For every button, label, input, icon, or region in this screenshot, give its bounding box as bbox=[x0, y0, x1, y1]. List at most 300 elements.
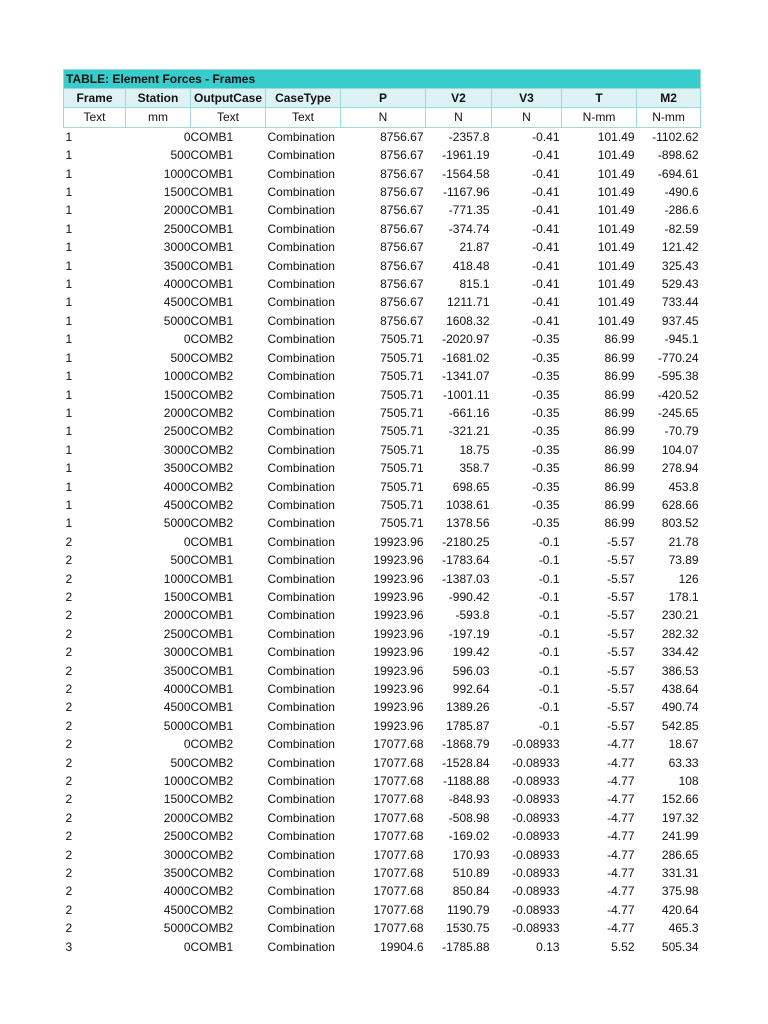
station-cell[interactable]: 2000 bbox=[163, 405, 191, 420]
output-case-cell[interactable]: COMB1 bbox=[190, 295, 234, 310]
m2-cell[interactable]: 937.45 bbox=[661, 313, 699, 328]
output-case-cell[interactable]: COMB2 bbox=[190, 902, 234, 917]
t-cell[interactable]: 101.49 bbox=[597, 240, 635, 255]
p-cell[interactable]: 19923.96 bbox=[373, 608, 424, 623]
m2-cell[interactable]: 286.65 bbox=[661, 847, 699, 862]
output-case-cell[interactable]: COMB1 bbox=[190, 166, 234, 181]
output-case-cell[interactable]: COMB2 bbox=[190, 461, 234, 476]
case-type-cell[interactable]: Combination bbox=[267, 847, 335, 862]
t-cell[interactable]: 101.49 bbox=[597, 258, 635, 273]
p-cell[interactable]: 19923.96 bbox=[373, 663, 424, 678]
m2-cell[interactable]: -770.24 bbox=[657, 350, 699, 365]
frame-cell[interactable]: 1 bbox=[65, 442, 73, 457]
p-cell[interactable]: 7505.71 bbox=[380, 424, 424, 439]
case-type-cell[interactable]: Combination bbox=[267, 884, 335, 899]
unit-case-type[interactable]: Text bbox=[266, 108, 341, 127]
unit-m2[interactable]: N-mm bbox=[637, 108, 701, 127]
frame-cell[interactable]: 1 bbox=[65, 166, 73, 181]
station-cell[interactable]: 1500 bbox=[163, 589, 191, 604]
v2-cell[interactable]: -321.21 bbox=[448, 424, 490, 439]
t-cell[interactable]: -5.57 bbox=[607, 626, 635, 641]
case-type-cell[interactable]: Combination bbox=[267, 240, 335, 255]
v2-cell[interactable]: -1188.88 bbox=[443, 774, 490, 789]
station-cell[interactable]: 2500 bbox=[163, 221, 191, 236]
case-type-cell[interactable]: Combination bbox=[267, 350, 335, 365]
station-cell[interactable]: 3500 bbox=[163, 866, 191, 881]
p-cell[interactable]: 8756.67 bbox=[380, 277, 424, 292]
p-cell[interactable]: 19904.6 bbox=[380, 939, 424, 954]
p-cell[interactable]: 8756.67 bbox=[380, 203, 424, 218]
frame-cell[interactable]: 1 bbox=[65, 240, 73, 255]
m2-cell[interactable]: 241.99 bbox=[661, 829, 699, 844]
v3-cell[interactable]: -0.35 bbox=[532, 350, 560, 365]
m2-cell[interactable]: -286.6 bbox=[664, 203, 699, 218]
output-case-cell[interactable]: COMB2 bbox=[190, 405, 234, 420]
p-cell[interactable]: 17077.68 bbox=[373, 792, 424, 807]
frame-cell[interactable]: 1 bbox=[65, 221, 73, 236]
m2-cell[interactable]: -595.38 bbox=[657, 369, 699, 384]
frame-cell[interactable]: 2 bbox=[65, 534, 73, 549]
station-cell[interactable]: 2500 bbox=[163, 829, 191, 844]
case-type-cell[interactable]: Combination bbox=[267, 700, 335, 715]
output-case-cell[interactable]: COMB2 bbox=[190, 810, 234, 825]
output-case-cell[interactable]: COMB2 bbox=[190, 737, 234, 752]
v3-cell[interactable]: -0.35 bbox=[532, 424, 560, 439]
v2-cell[interactable]: 992.64 bbox=[452, 682, 490, 696]
v3-cell[interactable]: -0.35 bbox=[532, 442, 560, 457]
v3-cell[interactable]: -0.41 bbox=[532, 313, 560, 328]
station-cell[interactable]: 500 bbox=[170, 553, 191, 568]
case-type-cell[interactable]: Combination bbox=[267, 461, 335, 476]
p-cell[interactable]: 7505.71 bbox=[380, 516, 424, 531]
station-cell[interactable]: 0 bbox=[183, 534, 191, 549]
unit-frame[interactable]: Text bbox=[64, 108, 126, 127]
unit-station[interactable]: mm bbox=[126, 108, 191, 127]
p-cell[interactable]: 8756.67 bbox=[380, 295, 424, 310]
m2-cell[interactable]: -1102.62 bbox=[652, 129, 699, 144]
v2-cell[interactable]: 850.84 bbox=[452, 884, 490, 899]
table-title[interactable]: TABLE: Element Forces - Frames bbox=[64, 70, 701, 89]
v2-cell[interactable]: -2180.25 bbox=[442, 534, 490, 549]
p-cell[interactable]: 17077.68 bbox=[373, 810, 424, 825]
p-cell[interactable]: 8756.67 bbox=[380, 313, 424, 328]
t-cell[interactable]: -5.57 bbox=[607, 700, 635, 715]
station-cell[interactable]: 2000 bbox=[163, 608, 191, 623]
output-case-cell[interactable]: COMB2 bbox=[190, 442, 234, 457]
case-type-cell[interactable]: Combination bbox=[267, 332, 335, 347]
v2-cell[interactable]: 815.1 bbox=[459, 277, 490, 292]
p-cell[interactable]: 17077.68 bbox=[373, 921, 424, 936]
output-case-cell[interactable]: COMB1 bbox=[190, 939, 234, 954]
v3-cell[interactable]: -0.41 bbox=[532, 166, 560, 181]
case-type-cell[interactable]: Combination bbox=[267, 939, 335, 954]
p-cell[interactable]: 7505.71 bbox=[380, 479, 424, 494]
v3-cell[interactable]: -0.1 bbox=[538, 589, 560, 604]
output-case-cell[interactable]: COMB2 bbox=[190, 424, 234, 439]
case-type-cell[interactable]: Combination bbox=[267, 792, 335, 807]
t-cell[interactable]: 86.99 bbox=[604, 442, 635, 457]
p-cell[interactable]: 7505.71 bbox=[380, 461, 424, 476]
station-cell[interactable]: 3000 bbox=[163, 847, 191, 862]
output-case-cell[interactable]: COMB1 bbox=[190, 553, 234, 568]
output-case-cell[interactable]: COMB2 bbox=[190, 497, 234, 512]
t-cell[interactable]: -4.77 bbox=[607, 921, 635, 936]
case-type-cell[interactable]: Combination bbox=[267, 755, 335, 770]
p-cell[interactable]: 17077.68 bbox=[373, 737, 424, 752]
v3-cell[interactable]: -0.41 bbox=[532, 221, 560, 236]
frame-cell[interactable]: 2 bbox=[65, 553, 73, 568]
v2-cell[interactable]: -1528.84 bbox=[442, 755, 490, 770]
header-m2[interactable]: M2 bbox=[637, 89, 701, 108]
v3-cell[interactable]: -0.41 bbox=[532, 277, 560, 292]
v3-cell[interactable]: -0.41 bbox=[532, 185, 560, 200]
case-type-cell[interactable]: Combination bbox=[267, 479, 335, 494]
unit-output-case[interactable]: Text bbox=[191, 108, 266, 127]
v2-cell[interactable]: 170.93 bbox=[452, 847, 490, 862]
p-cell[interactable]: 7505.71 bbox=[380, 369, 424, 384]
t-cell[interactable]: -4.77 bbox=[607, 737, 635, 752]
output-case-cell[interactable]: COMB1 bbox=[190, 313, 234, 328]
station-cell[interactable]: 5000 bbox=[163, 921, 191, 936]
frame-cell[interactable]: 2 bbox=[65, 902, 73, 917]
m2-cell[interactable]: 490.74 bbox=[661, 700, 699, 715]
v3-cell[interactable]: -0.35 bbox=[532, 332, 560, 347]
p-cell[interactable]: 17077.68 bbox=[373, 884, 424, 899]
frame-cell[interactable]: 1 bbox=[65, 369, 73, 384]
frame-cell[interactable]: 2 bbox=[65, 663, 73, 678]
m2-cell[interactable]: 325.43 bbox=[661, 258, 699, 273]
v2-cell[interactable]: 698.65 bbox=[452, 479, 490, 494]
p-cell[interactable]: 17077.68 bbox=[373, 829, 424, 844]
v2-cell[interactable]: -593.8 bbox=[455, 608, 490, 623]
t-cell[interactable]: -4.77 bbox=[607, 902, 635, 917]
p-cell[interactable]: 19923.96 bbox=[373, 553, 424, 568]
station-cell[interactable]: 1000 bbox=[163, 571, 191, 586]
m2-cell[interactable]: -945.1 bbox=[664, 332, 699, 347]
p-cell[interactable]: 17077.68 bbox=[373, 866, 424, 881]
m2-cell[interactable]: 21.78 bbox=[668, 534, 699, 549]
v3-cell[interactable]: -0.35 bbox=[532, 405, 560, 420]
v3-cell[interactable]: 0.13 bbox=[536, 939, 560, 954]
p-cell[interactable]: 19923.96 bbox=[373, 700, 424, 715]
frame-cell[interactable]: 2 bbox=[65, 810, 73, 825]
p-cell[interactable]: 19923.96 bbox=[373, 718, 424, 733]
t-cell[interactable]: -4.77 bbox=[607, 810, 635, 825]
case-type-cell[interactable]: Combination bbox=[267, 682, 335, 696]
output-case-cell[interactable]: COMB1 bbox=[190, 718, 234, 733]
output-case-cell[interactable]: COMB1 bbox=[190, 534, 234, 549]
v2-cell[interactable]: -2357.8 bbox=[448, 129, 490, 144]
m2-cell[interactable]: 104.07 bbox=[661, 442, 699, 457]
m2-cell[interactable]: 178.1 bbox=[668, 589, 699, 604]
frame-cell[interactable]: 2 bbox=[65, 737, 73, 752]
output-case-cell[interactable]: COMB2 bbox=[190, 369, 234, 384]
station-cell[interactable]: 1000 bbox=[163, 774, 191, 789]
v2-cell[interactable]: 596.03 bbox=[452, 663, 490, 678]
station-cell[interactable]: 1500 bbox=[163, 792, 191, 807]
v3-cell[interactable]: -0.08933 bbox=[512, 774, 560, 789]
p-cell[interactable]: 7505.71 bbox=[380, 350, 424, 365]
m2-cell[interactable]: 230.21 bbox=[661, 608, 699, 623]
v3-cell[interactable]: -0.41 bbox=[532, 258, 560, 273]
v2-cell[interactable]: -169.02 bbox=[448, 829, 490, 844]
t-cell[interactable]: 86.99 bbox=[604, 350, 635, 365]
case-type-cell[interactable]: Combination bbox=[267, 608, 335, 623]
t-cell[interactable]: 101.49 bbox=[597, 166, 635, 181]
v2-cell[interactable]: 1038.61 bbox=[446, 497, 490, 512]
case-type-cell[interactable]: Combination bbox=[267, 810, 335, 825]
m2-cell[interactable]: 529.43 bbox=[661, 277, 699, 292]
p-cell[interactable]: 8756.67 bbox=[380, 185, 424, 200]
t-cell[interactable]: 86.99 bbox=[604, 387, 635, 402]
station-cell[interactable]: 4500 bbox=[163, 902, 191, 917]
v3-cell[interactable]: -0.08933 bbox=[512, 755, 560, 770]
v3-cell[interactable]: -0.08933 bbox=[512, 737, 560, 752]
output-case-cell[interactable]: COMB1 bbox=[190, 203, 234, 218]
m2-cell[interactable]: 63.33 bbox=[668, 755, 699, 770]
v2-cell[interactable]: -1681.02 bbox=[442, 350, 490, 365]
output-case-cell[interactable]: COMB1 bbox=[190, 129, 234, 144]
station-cell[interactable]: 2500 bbox=[163, 424, 191, 439]
output-case-cell[interactable]: COMB1 bbox=[190, 148, 234, 163]
m2-cell[interactable]: 803.52 bbox=[661, 516, 699, 531]
v2-cell[interactable]: -197.19 bbox=[448, 626, 490, 641]
case-type-cell[interactable]: Combination bbox=[267, 185, 335, 200]
v2-cell[interactable]: 21.87 bbox=[459, 240, 490, 255]
frame-cell[interactable]: 2 bbox=[65, 626, 73, 641]
v3-cell[interactable]: -0.08933 bbox=[512, 847, 560, 862]
station-cell[interactable]: 2500 bbox=[163, 626, 191, 641]
v2-cell[interactable]: 18.75 bbox=[459, 442, 490, 457]
v3-cell[interactable]: -0.1 bbox=[538, 663, 560, 678]
m2-cell[interactable]: 121.42 bbox=[661, 240, 699, 255]
output-case-cell[interactable]: COMB2 bbox=[190, 332, 234, 347]
output-case-cell[interactable]: COMB1 bbox=[190, 682, 234, 696]
v3-cell[interactable]: -0.41 bbox=[532, 129, 560, 144]
frame-cell[interactable]: 2 bbox=[65, 921, 73, 936]
v3-cell[interactable]: -0.1 bbox=[538, 571, 560, 586]
output-case-cell[interactable]: COMB1 bbox=[190, 571, 234, 586]
frame-cell[interactable]: 1 bbox=[65, 185, 73, 200]
output-case-cell[interactable]: COMB2 bbox=[190, 755, 234, 770]
case-type-cell[interactable]: Combination bbox=[267, 313, 335, 328]
station-cell[interactable]: 4000 bbox=[163, 682, 191, 696]
v3-cell[interactable]: -0.08933 bbox=[512, 902, 560, 917]
t-cell[interactable]: 101.49 bbox=[597, 313, 635, 328]
t-cell[interactable]: -5.57 bbox=[607, 589, 635, 604]
m2-cell[interactable]: 453.8 bbox=[668, 479, 699, 494]
v2-cell[interactable]: 358.7 bbox=[459, 461, 490, 476]
v2-cell[interactable]: -848.93 bbox=[448, 792, 490, 807]
station-cell[interactable]: 4500 bbox=[163, 700, 191, 715]
v2-cell[interactable]: -374.74 bbox=[448, 221, 490, 236]
t-cell[interactable]: 101.49 bbox=[597, 295, 635, 310]
m2-cell[interactable]: 386.53 bbox=[661, 663, 699, 678]
v3-cell[interactable]: -0.1 bbox=[538, 645, 560, 660]
m2-cell[interactable]: 197.32 bbox=[661, 810, 699, 825]
output-case-cell[interactable]: COMB2 bbox=[190, 774, 234, 789]
v3-cell[interactable]: -0.41 bbox=[532, 148, 560, 163]
unit-v3[interactable]: N bbox=[492, 108, 562, 127]
m2-cell[interactable]: -694.61 bbox=[657, 166, 699, 181]
frame-cell[interactable]: 1 bbox=[65, 461, 73, 476]
frame-cell[interactable]: 2 bbox=[65, 589, 73, 604]
frame-cell[interactable]: 2 bbox=[65, 884, 73, 899]
station-cell[interactable]: 500 bbox=[170, 755, 191, 770]
frame-cell[interactable]: 1 bbox=[65, 258, 73, 273]
t-cell[interactable]: 86.99 bbox=[604, 479, 635, 494]
header-frame[interactable]: Frame bbox=[64, 89, 126, 108]
output-case-cell[interactable]: COMB2 bbox=[190, 921, 234, 936]
output-case-cell[interactable]: COMB2 bbox=[190, 516, 234, 531]
case-type-cell[interactable]: Combination bbox=[267, 497, 335, 512]
t-cell[interactable]: -4.77 bbox=[607, 847, 635, 862]
frame-cell[interactable]: 1 bbox=[65, 148, 73, 163]
output-case-cell[interactable]: COMB1 bbox=[190, 277, 234, 292]
p-cell[interactable]: 8756.67 bbox=[380, 166, 424, 181]
m2-cell[interactable]: 438.64 bbox=[661, 682, 699, 696]
station-cell[interactable]: 1500 bbox=[163, 387, 191, 402]
v2-cell[interactable]: -1001.11 bbox=[443, 387, 490, 402]
case-type-cell[interactable]: Combination bbox=[267, 442, 335, 457]
t-cell[interactable]: -5.57 bbox=[607, 718, 635, 733]
header-station[interactable]: Station bbox=[126, 89, 191, 108]
unit-v2[interactable]: N bbox=[426, 108, 492, 127]
output-case-cell[interactable]: COMB2 bbox=[190, 847, 234, 862]
frame-cell[interactable]: 1 bbox=[65, 277, 73, 292]
header-v2[interactable]: V2 bbox=[426, 89, 492, 108]
t-cell[interactable]: 101.49 bbox=[597, 221, 635, 236]
v2-cell[interactable]: 1608.32 bbox=[446, 313, 490, 328]
unit-t[interactable]: N-mm bbox=[562, 108, 637, 127]
p-cell[interactable]: 19923.96 bbox=[373, 534, 424, 549]
p-cell[interactable]: 7505.71 bbox=[380, 387, 424, 402]
station-cell[interactable]: 0 bbox=[183, 332, 191, 347]
station-cell[interactable]: 5000 bbox=[163, 516, 191, 531]
v3-cell[interactable]: -0.41 bbox=[532, 240, 560, 255]
case-type-cell[interactable]: Combination bbox=[267, 534, 335, 549]
case-type-cell[interactable]: Combination bbox=[267, 645, 335, 660]
m2-cell[interactable]: -245.65 bbox=[657, 405, 699, 420]
case-type-cell[interactable]: Combination bbox=[267, 663, 335, 678]
station-cell[interactable]: 3500 bbox=[163, 663, 191, 678]
p-cell[interactable]: 7505.71 bbox=[380, 332, 424, 347]
p-cell[interactable]: 17077.68 bbox=[373, 774, 424, 789]
t-cell[interactable]: 86.99 bbox=[604, 424, 635, 439]
station-cell[interactable]: 4000 bbox=[163, 884, 191, 899]
v3-cell[interactable]: -0.1 bbox=[538, 553, 560, 568]
p-cell[interactable]: 8756.67 bbox=[380, 129, 424, 144]
v3-cell[interactable]: -0.1 bbox=[538, 608, 560, 623]
m2-cell[interactable]: -82.59 bbox=[664, 221, 699, 236]
station-cell[interactable]: 1500 bbox=[163, 185, 191, 200]
v2-cell[interactable]: -661.16 bbox=[448, 405, 490, 420]
m2-cell[interactable]: 628.66 bbox=[661, 497, 699, 512]
frame-cell[interactable]: 1 bbox=[65, 405, 73, 420]
t-cell[interactable]: -5.57 bbox=[607, 571, 635, 586]
station-cell[interactable]: 3000 bbox=[163, 645, 191, 660]
t-cell[interactable]: -4.77 bbox=[607, 866, 635, 881]
p-cell[interactable]: 19923.96 bbox=[373, 626, 424, 641]
m2-cell[interactable]: 505.34 bbox=[661, 939, 699, 954]
t-cell[interactable]: -4.77 bbox=[607, 884, 635, 899]
p-cell[interactable]: 7505.71 bbox=[380, 442, 424, 457]
frame-cell[interactable]: 1 bbox=[65, 129, 73, 144]
t-cell[interactable]: 86.99 bbox=[604, 405, 635, 420]
t-cell[interactable]: 101.49 bbox=[597, 185, 635, 200]
case-type-cell[interactable]: Combination bbox=[267, 129, 335, 144]
t-cell[interactable]: 101.49 bbox=[597, 203, 635, 218]
station-cell[interactable]: 3500 bbox=[163, 461, 191, 476]
output-case-cell[interactable]: COMB2 bbox=[190, 792, 234, 807]
station-cell[interactable]: 4500 bbox=[163, 295, 191, 310]
v3-cell[interactable]: -0.08933 bbox=[512, 792, 560, 807]
frame-cell[interactable]: 2 bbox=[65, 774, 73, 789]
case-type-cell[interactable]: Combination bbox=[267, 221, 335, 236]
frame-cell[interactable]: 2 bbox=[65, 829, 73, 844]
output-case-cell[interactable]: COMB1 bbox=[190, 221, 234, 236]
output-case-cell[interactable]: COMB1 bbox=[190, 626, 234, 641]
t-cell[interactable]: 101.49 bbox=[597, 148, 635, 163]
v3-cell[interactable]: -0.1 bbox=[538, 682, 560, 696]
m2-cell[interactable]: 126 bbox=[678, 571, 699, 586]
case-type-cell[interactable]: Combination bbox=[267, 553, 335, 568]
v2-cell[interactable]: 1211.71 bbox=[447, 295, 490, 310]
m2-cell[interactable]: 18.67 bbox=[668, 737, 699, 752]
station-cell[interactable]: 1000 bbox=[163, 369, 191, 384]
output-case-cell[interactable]: COMB1 bbox=[190, 240, 234, 255]
v2-cell[interactable]: 199.42 bbox=[452, 645, 490, 660]
t-cell[interactable]: -4.77 bbox=[607, 774, 635, 789]
frame-cell[interactable]: 1 bbox=[65, 313, 73, 328]
v3-cell[interactable]: -0.08933 bbox=[512, 866, 560, 881]
p-cell[interactable]: 8756.67 bbox=[380, 258, 424, 273]
station-cell[interactable]: 3500 bbox=[163, 258, 191, 273]
t-cell[interactable]: 101.49 bbox=[597, 277, 635, 292]
p-cell[interactable]: 8756.67 bbox=[380, 240, 424, 255]
header-p[interactable]: P bbox=[341, 89, 426, 108]
station-cell[interactable]: 0 bbox=[183, 129, 191, 144]
v3-cell[interactable]: -0.35 bbox=[532, 461, 560, 476]
t-cell[interactable]: 101.49 bbox=[597, 129, 635, 144]
frame-cell[interactable]: 2 bbox=[65, 718, 73, 733]
output-case-cell[interactable]: COMB1 bbox=[190, 608, 234, 623]
m2-cell[interactable]: 278.94 bbox=[661, 461, 699, 476]
output-case-cell[interactable]: COMB1 bbox=[190, 663, 234, 678]
m2-cell[interactable]: 152.66 bbox=[661, 792, 699, 807]
station-cell[interactable]: 5000 bbox=[163, 718, 191, 733]
case-type-cell[interactable]: Combination bbox=[267, 571, 335, 586]
case-type-cell[interactable]: Combination bbox=[267, 774, 335, 789]
v2-cell[interactable]: -771.35 bbox=[448, 203, 490, 218]
v2-cell[interactable]: 418.48 bbox=[452, 258, 490, 273]
m2-cell[interactable]: -70.79 bbox=[664, 424, 699, 439]
frame-cell[interactable]: 2 bbox=[65, 682, 73, 696]
v3-cell[interactable]: -0.08933 bbox=[512, 810, 560, 825]
output-case-cell[interactable]: COMB1 bbox=[190, 589, 234, 604]
v2-cell[interactable]: 1190.79 bbox=[447, 902, 490, 917]
frame-cell[interactable]: 1 bbox=[65, 350, 73, 365]
station-cell[interactable]: 5000 bbox=[163, 313, 191, 328]
m2-cell[interactable]: 542.85 bbox=[661, 718, 699, 733]
m2-cell[interactable]: 420.64 bbox=[661, 902, 699, 917]
t-cell[interactable]: -4.77 bbox=[607, 792, 635, 807]
v3-cell[interactable]: -0.35 bbox=[532, 369, 560, 384]
station-cell[interactable]: 4000 bbox=[163, 277, 191, 292]
case-type-cell[interactable]: Combination bbox=[267, 387, 335, 402]
v2-cell[interactable]: -1868.79 bbox=[442, 737, 490, 752]
p-cell[interactable]: 7505.71 bbox=[380, 405, 424, 420]
